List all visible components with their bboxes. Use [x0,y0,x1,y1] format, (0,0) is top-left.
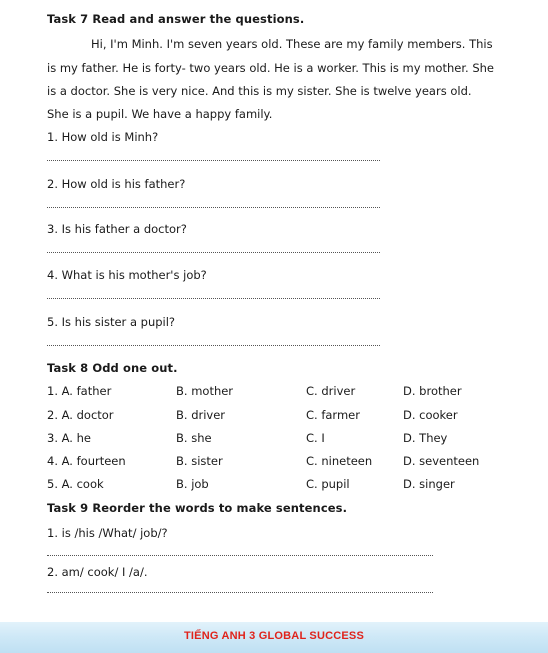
option-d: D. They [403,431,448,445]
option-d: D. brother [403,384,462,398]
passage-line-2: is my father. He is forty- two years old. He is a worker. This is my mother. She [47,61,494,75]
task8-title: Task 8 Odd one out. [47,361,178,375]
passage-line-4: She is a pupil. We have a happy family. [47,107,273,121]
option-c: C. nineteen [306,454,373,468]
reorder-item-1: 1. is /his /What/ job/? [47,526,168,540]
option-a: 5. A. cook [47,477,104,491]
question-1: 1. How old is Minh? [47,130,159,144]
answer-line-3[interactable] [47,252,380,253]
task9-title: Task 9 Reorder the words to make sentences. [47,501,348,515]
option-d: D. seventeen [403,454,480,468]
option-c: C. pupil [306,477,350,491]
option-c: C. I [306,431,325,445]
question-4: 4. What is his mother's job? [47,268,207,282]
option-b: B. job [176,477,209,491]
option-b: B. mother [176,384,234,398]
option-c: C. driver [306,384,356,398]
option-a: 1. A. father [47,384,112,398]
option-c: C. farmer [306,408,360,422]
option-a: 4. A. fourteen [47,454,126,468]
answer-line-1[interactable] [47,160,380,161]
footer-banner [0,622,548,653]
option-a: 2. A. doctor [47,408,114,422]
reorder-item-2: 2. am/ cook/ I /a/. [47,565,148,579]
option-b: B. sister [176,454,223,468]
option-d: D. cooker [403,408,458,422]
footer-title: TIẾNG ANH 3 GLOBAL SUCCESS [184,630,364,642]
answer-line-7[interactable] [47,592,433,593]
question-2: 2. How old is his father? [47,177,186,191]
answer-line-6[interactable] [47,555,433,556]
passage-line-3: is a doctor. She is very nice. And this is my sister. She is twelve years old. [47,84,472,98]
passage-line-1: Hi, I'm Minh. I'm seven years old. These are my family members. This [91,37,493,51]
answer-line-4[interactable] [47,298,380,299]
task7-title: Task 7 Read and answer the questions. [47,12,305,26]
option-b: B. she [176,431,212,445]
option-d: D. singer [403,477,455,491]
question-3: 3. Is his father a doctor? [47,222,187,236]
answer-line-5[interactable] [47,345,380,346]
answer-line-2[interactable] [47,207,380,208]
option-a: 3. A. he [47,431,91,445]
question-5: 5. Is his sister a pupil? [47,315,176,329]
option-b: B. driver [176,408,226,422]
